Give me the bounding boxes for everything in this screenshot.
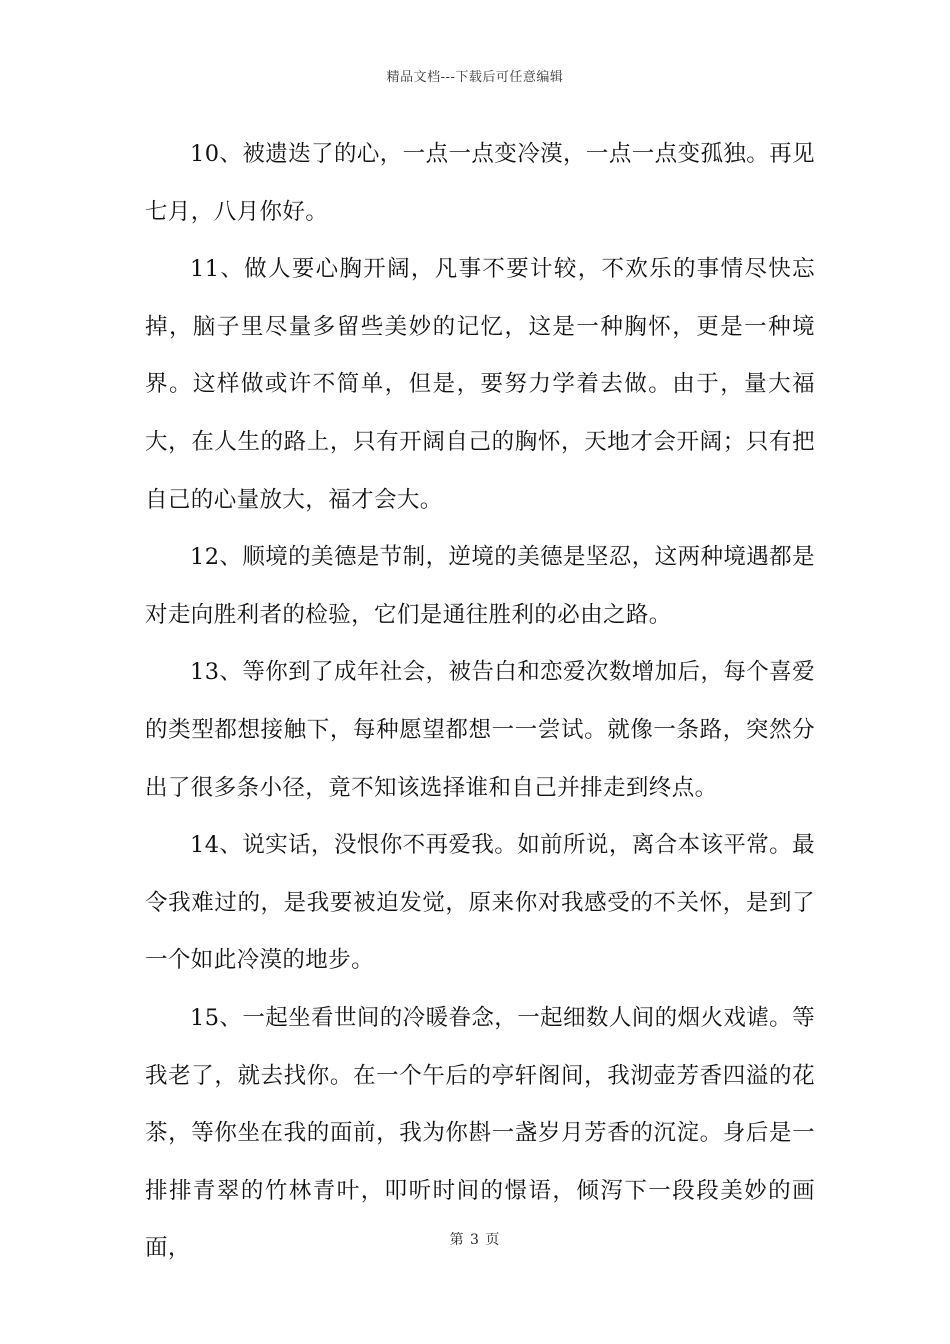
paragraph-15: 15、一起坐看世间的冷暖眷念，一起细数人间的烟火戏谑。等我老了，就去找你。在一个午后的亭轩阁间，我沏壶芳香四溢的花茶，等你坐在我的面前，我为你斟一盏岁月芳香的沉淀。身后是一排排青翠的竹林青叶，叩听时间的憬语，倾泻下一段段美妙的画面， <box>145 1004 815 1262</box>
paragraph-13: 13、等你到了成年社会，被告白和恋爱次数增加后，每个喜爱的类型都想接触下，每种愿望都想一一尝试。就像一条路，突然分出了很多条小径，竟不知该选择谁和自己并排走到终点。 <box>145 659 815 801</box>
paragraph-12: 12、顺境的美德是节制，逆境的美德是坚忍，这两种境遇都是对走向胜利者的检验，它们是通往胜利的必由之路。 <box>145 544 815 628</box>
paragraph-10: 10、被遗迭了的心，一点一点变冷漠，一点一点变孤独。再见七月，八月你好。 <box>145 141 815 225</box>
paragraph-11: 11、做人要心胸开阔，凡事不要计较，不欢乐的事情尽快忘掉，脑子里尽量多留些美妙的记忆，这是一种胸怀，更是一种境界。这样做或许不简单，但是，要努力学着去做。由于，量大福大，在人生的路上，只有开阔自己的胸怀，天地才会开阔；只有把自己的心量放大，福才会大。 <box>145 256 815 513</box>
paragraph-14: 14、说实话，没恨你不再爱我。如前所说，离合本该平常。最令我难过的，是我要被迫发觉，原来你对我感受的不关怀，是到了一个如此冷漠的地步。 <box>145 832 815 974</box>
page-header: 精品文档---下载后可任意编辑 <box>386 70 564 85</box>
document-body <box>145 126 815 1278</box>
page-number: 第 3 页 <box>449 1232 501 1248</box>
